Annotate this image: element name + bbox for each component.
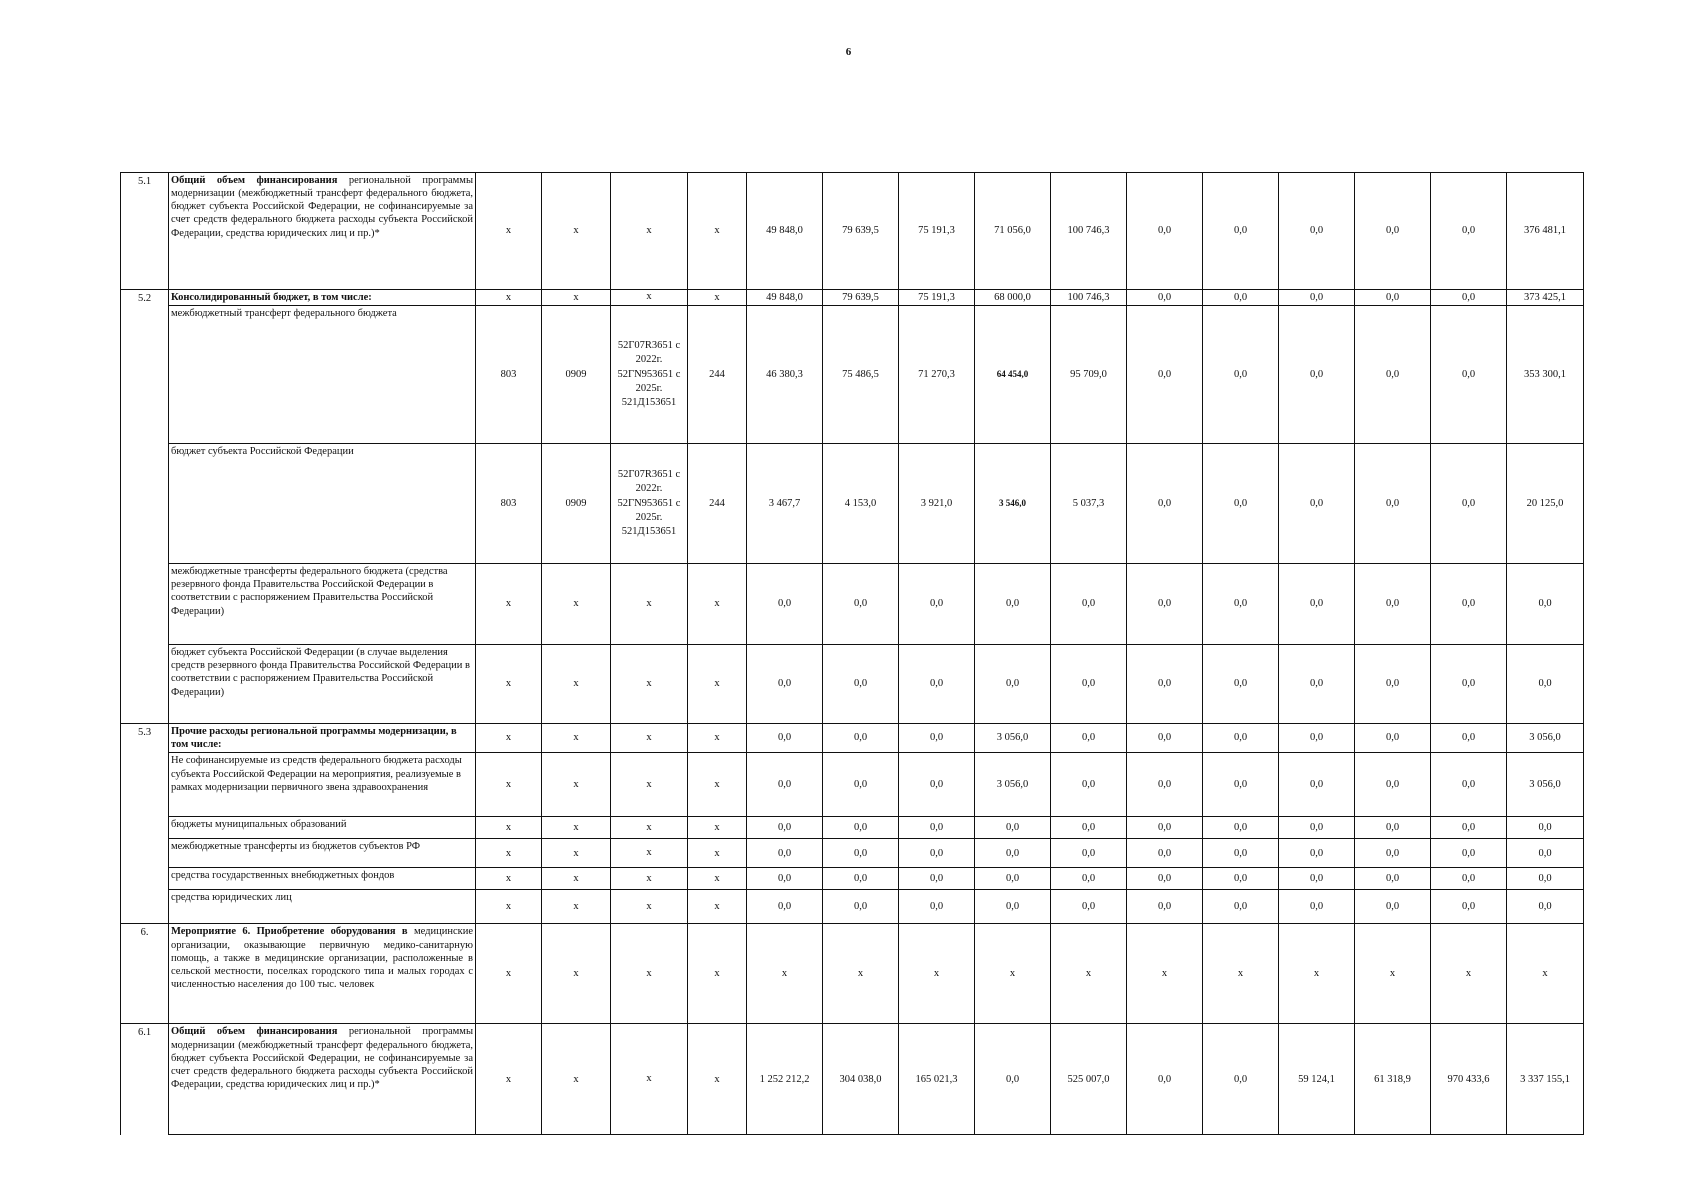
year-value-cell: 75 486,5 (823, 306, 899, 444)
total-cell: 353 300,1 (1507, 306, 1584, 444)
year-value-cell: 100 746,3 (1051, 173, 1127, 290)
row-number (121, 839, 169, 868)
total-cell: x (1507, 924, 1584, 1024)
year-value-cell: 0,0 (823, 890, 899, 924)
year-value-cell: 100 746,3 (1051, 290, 1127, 306)
total-cell: 0,0 (1507, 868, 1584, 890)
row-name (169, 817, 476, 839)
year-value-cell: 0,0 (1431, 290, 1507, 306)
year-value-cell: x (1279, 924, 1355, 1024)
year-value-cell: 0,0 (899, 564, 975, 645)
grbs-cell: x (476, 924, 542, 1024)
year-value-cell: 61 318,9 (1355, 1024, 1431, 1135)
rz-cell: x (542, 564, 611, 645)
year-value-cell: 5 037,3 (1051, 444, 1127, 564)
year-value-cell: 0,0 (975, 1024, 1051, 1135)
rz-cell: x (542, 645, 611, 724)
year-value-cell: 0,0 (1279, 173, 1355, 290)
year-value-cell: 0,0 (823, 868, 899, 890)
rz-cell: x (542, 839, 611, 868)
table-row (121, 306, 1584, 444)
csr-cell: 52Г07R3651 с 2022г. 52ГN953651 с 2025г. 521Д153651 (611, 306, 688, 444)
year-value-cell: 0,0 (823, 724, 899, 753)
year-value-cell: 0,0 (1355, 306, 1431, 444)
row-name-text: средства юридических лиц (171, 892, 292, 904)
year-value-cell: 0,0 (1203, 1024, 1279, 1135)
row-name-text: межбюджетные трансферты из бюджетов субъектов РФ (171, 841, 421, 853)
year-value-cell: 49 848,0 (747, 173, 823, 290)
year-value-cell: 0,0 (823, 564, 899, 645)
year-value-cell: 0,0 (1127, 290, 1203, 306)
year-value-cell: 0,0 (1051, 753, 1127, 817)
table-row (121, 173, 1584, 290)
vr-cell: x (688, 290, 747, 306)
year-value-cell: 0,0 (747, 839, 823, 868)
row-name-bold: Общий объем финансирования (171, 175, 338, 186)
csr-cell: x (611, 724, 688, 753)
year-value-cell: 0,0 (1355, 839, 1431, 868)
grbs-cell: x (476, 839, 542, 868)
row-name-text: региональной программы модернизации (межбюджетный трансферт федерального бюджета, бюджет субъекта Российской Федерации, не софинансируемые за счет средств федерального бюджета расходы субъекта Российской Федерации, средства юридических лиц и пр.)* (171, 175, 473, 239)
year-value-cell: 0,0 (1127, 839, 1203, 868)
year-value-cell: 525 007,0 (1051, 1024, 1127, 1135)
year-value-cell: 0,0 (1355, 290, 1431, 306)
grbs-cell: 803 (476, 306, 542, 444)
row-name-text: межбюджетный трансферт федерального бюджета (171, 308, 397, 320)
year-value-cell: 0,0 (1051, 645, 1127, 724)
rz-cell: 0909 (542, 444, 611, 564)
year-value-cell: 0,0 (1431, 817, 1507, 839)
year-value-cell: 0,0 (1279, 753, 1355, 817)
year-value-cell: 79 639,5 (823, 173, 899, 290)
row-number: 6.1 (121, 1024, 169, 1135)
year-value-cell: 0,0 (1127, 444, 1203, 564)
row-name (169, 724, 476, 753)
year-value-cell: 304 038,0 (823, 1024, 899, 1135)
year-value-cell: 0,0 (1355, 868, 1431, 890)
year-value-cell: 68 000,0 (975, 290, 1051, 306)
year-value-cell: 0,0 (1203, 817, 1279, 839)
year-value-cell: 0,0 (1203, 290, 1279, 306)
row-name (169, 924, 476, 1024)
year-value-cell: 0,0 (823, 645, 899, 724)
row-number (121, 817, 169, 839)
table-row (121, 817, 1584, 839)
year-value-cell: 71 056,0 (975, 173, 1051, 290)
row-number: 5.1 (121, 173, 169, 290)
row-name (169, 890, 476, 924)
csr-cell: x (611, 564, 688, 645)
year-value-cell: 0,0 (1127, 173, 1203, 290)
row-name (169, 290, 476, 306)
total-cell: 0,0 (1507, 839, 1584, 868)
table-row (121, 1024, 1584, 1135)
year-value-cell: 0,0 (1279, 564, 1355, 645)
row-number (121, 444, 169, 564)
year-value-cell: 0,0 (1127, 868, 1203, 890)
page-number: 6 (845, 46, 852, 58)
year-value-cell: 0,0 (1203, 753, 1279, 817)
table-row (121, 564, 1584, 645)
year-value-cell: 0,0 (747, 868, 823, 890)
grbs-cell: x (476, 753, 542, 817)
row-number (121, 564, 169, 645)
year-value-cell: 0,0 (975, 839, 1051, 868)
rz-cell: x (542, 290, 611, 306)
vr-cell: x (688, 1024, 747, 1135)
year-value-cell: 0,0 (747, 645, 823, 724)
year-value-cell: 75 191,3 (899, 173, 975, 290)
year-value-cell: 0,0 (899, 890, 975, 924)
row-name-bold: Прочие расходы региональной программы модернизации, в том числе: (171, 726, 457, 751)
vr-cell: x (688, 924, 747, 1024)
table-row (121, 839, 1584, 868)
year-value-cell: 0,0 (1431, 444, 1507, 564)
year-value-cell: 0,0 (747, 724, 823, 753)
grbs-cell: x (476, 645, 542, 724)
year-value-cell: 0,0 (899, 817, 975, 839)
row-name-text: бюджет субъекта Российской Федерации (171, 446, 354, 458)
row-name-text: бюджет субъекта Российской Федерации (в случае выделения средств резервного фонда Правительства Российской Федерации в соответствии с распоряжением Правительства Российской Федерации) (171, 647, 470, 698)
row-name (169, 444, 476, 564)
row-number (121, 753, 169, 817)
vr-cell: x (688, 868, 747, 890)
year-value-cell: 0,0 (1127, 564, 1203, 645)
year-value-cell: 0,0 (1355, 753, 1431, 817)
table-body (121, 173, 1584, 1135)
year-value-cell: 165 021,3 (899, 1024, 975, 1135)
year-value-cell: 0,0 (975, 890, 1051, 924)
table-row (121, 753, 1584, 817)
csr-cell: x (611, 1024, 688, 1135)
year-value-cell: 0,0 (747, 753, 823, 817)
year-value-cell: x (823, 924, 899, 1024)
total-cell: 0,0 (1507, 564, 1584, 645)
year-value-cell: 0,0 (1127, 1024, 1203, 1135)
year-value-cell: x (1203, 924, 1279, 1024)
year-value-cell: 71 270,3 (899, 306, 975, 444)
row-name (169, 839, 476, 868)
rz-cell: x (542, 817, 611, 839)
year-value-cell: 3 921,0 (899, 444, 975, 564)
year-value-cell: 0,0 (747, 817, 823, 839)
year-value-cell: 0,0 (899, 724, 975, 753)
table-row (121, 868, 1584, 890)
vr-cell: x (688, 724, 747, 753)
year-value-cell: 0,0 (1431, 753, 1507, 817)
row-name-text: межбюджетные трансферты федерального бюджета (средства резервного фонда Правительства Российской Федерации в соответствии с распоряжением Правительства Российской Федерации) (171, 566, 448, 617)
year-value-cell: x (1127, 924, 1203, 1024)
year-value-cell: 0,0 (899, 839, 975, 868)
total-cell: 3 337 155,1 (1507, 1024, 1584, 1135)
year-value-cell: 0,0 (1127, 817, 1203, 839)
year-value-cell: 95 709,0 (1051, 306, 1127, 444)
rz-cell: x (542, 890, 611, 924)
year-value-cell: 0,0 (1203, 724, 1279, 753)
row-name-bold: Мероприятие 6. Приобретение оборудования в (171, 926, 408, 938)
year-value-cell: x (1355, 924, 1431, 1024)
vr-cell: x (688, 817, 747, 839)
csr-cell: x (611, 924, 688, 1024)
year-value-cell: 0,0 (1127, 890, 1203, 924)
year-value-cell: 49 848,0 (747, 290, 823, 306)
year-value-cell: 0,0 (1431, 306, 1507, 444)
row-name-text: региональной программы модернизации (межбюджетный трансферт федерального бюджета, бюджет субъекта Российской Федерации, не софинансируемые за счет средств федерального бюджета расходы субъекта Российской Федерации, средства юридических лиц и пр.)* (171, 1026, 473, 1090)
year-value-cell: 3 056,0 (975, 724, 1051, 753)
row-number: 6. (121, 924, 169, 1024)
row-name-text: медицинские организации, оказывающие первичную медико-санитарную помощь, а также в медицинские организации, расположенные в сельской местности, поселках городского типа и малых городах с численностью населения до 100 тыс. человек (171, 926, 473, 990)
table-row (121, 645, 1584, 724)
rz-cell: x (542, 724, 611, 753)
year-value-cell: 0,0 (1051, 724, 1127, 753)
year-value-cell: 0,0 (1127, 753, 1203, 817)
vr-cell: 244 (688, 306, 747, 444)
year-value-cell: 0,0 (975, 817, 1051, 839)
table-row (121, 924, 1584, 1024)
year-value-cell: 0,0 (1279, 306, 1355, 444)
grbs-cell: x (476, 724, 542, 753)
row-number (121, 645, 169, 724)
year-value-cell: 0,0 (1355, 173, 1431, 290)
year-value-cell: 46 380,3 (747, 306, 823, 444)
row-name-bold: Общий объем финансирования (171, 1026, 338, 1038)
year-value-cell: 0,0 (1051, 817, 1127, 839)
grbs-cell: x (476, 868, 542, 890)
year-value-cell: 79 639,5 (823, 290, 899, 306)
year-value-cell: x (975, 924, 1051, 1024)
year-value-cell: 0,0 (975, 868, 1051, 890)
row-name (169, 645, 476, 724)
vr-cell: 244 (688, 444, 747, 564)
year-value-cell: 0,0 (1051, 868, 1127, 890)
csr-cell: x (611, 645, 688, 724)
row-name-text: Не софинансируемые из средств федерального бюджета расходы субъекта Российской Федерации на мероприятия, реализуемые в рамках модернизации первичного звена здравоохранения (171, 755, 462, 793)
year-value-cell: 0,0 (1279, 724, 1355, 753)
year-value-cell: 0,0 (1203, 839, 1279, 868)
year-value-cell: 0,0 (1355, 724, 1431, 753)
year-value-cell: 0,0 (1051, 839, 1127, 868)
table-row (121, 890, 1584, 924)
grbs-cell: 803 (476, 444, 542, 564)
year-value-cell: 0,0 (823, 817, 899, 839)
year-value-cell: 1 252 212,2 (747, 1024, 823, 1135)
row-name (169, 306, 476, 444)
year-value-cell: x (899, 924, 975, 1024)
year-value-cell: 0,0 (1355, 817, 1431, 839)
year-value-cell: 0,0 (1203, 868, 1279, 890)
csr-cell: x (611, 290, 688, 306)
year-value-cell: 0,0 (1355, 645, 1431, 724)
year-value-cell: 0,0 (1203, 890, 1279, 924)
csr-cell: x (611, 817, 688, 839)
year-value-cell: 0,0 (1279, 868, 1355, 890)
year-value-cell: x (1051, 924, 1127, 1024)
row-name-text: бюджеты муниципальных образований (171, 819, 347, 831)
year-value-cell: 0,0 (823, 753, 899, 817)
year-value-cell: 0,0 (1355, 564, 1431, 645)
grbs-cell: x (476, 1024, 542, 1135)
year-value-cell: 75 191,3 (899, 290, 975, 306)
rz-cell: x (542, 1024, 611, 1135)
year-value-cell: 0,0 (975, 564, 1051, 645)
row-name (169, 868, 476, 890)
year-value-cell: x (747, 924, 823, 1024)
year-value-cell: 0,0 (1431, 839, 1507, 868)
grbs-cell: x (476, 290, 542, 306)
year-value-cell: 0,0 (1431, 868, 1507, 890)
grbs-cell: x (476, 817, 542, 839)
financing-table (120, 172, 1584, 1135)
csr-cell: x (611, 753, 688, 817)
year-value-cell: 0,0 (1279, 645, 1355, 724)
grbs-cell: x (476, 173, 542, 290)
rz-cell: x (542, 868, 611, 890)
grbs-cell: x (476, 890, 542, 924)
year-value-cell: 64 454,0 (975, 306, 1051, 444)
year-value-cell: 0,0 (1203, 173, 1279, 290)
year-value-cell: 3 056,0 (975, 753, 1051, 817)
year-value-cell: 0,0 (1279, 890, 1355, 924)
year-value-cell: 0,0 (747, 564, 823, 645)
year-value-cell: x (1431, 924, 1507, 1024)
vr-cell: x (688, 645, 747, 724)
row-name-bold: Консолидированный бюджет, в том числе: (171, 292, 372, 303)
csr-cell: x (611, 839, 688, 868)
year-value-cell: 0,0 (1279, 290, 1355, 306)
year-value-cell: 0,0 (1355, 444, 1431, 564)
row-name (169, 564, 476, 645)
vr-cell: x (688, 839, 747, 868)
year-value-cell: 0,0 (1203, 306, 1279, 444)
year-value-cell: 4 153,0 (823, 444, 899, 564)
total-cell: 20 125,0 (1507, 444, 1584, 564)
table-row (121, 724, 1584, 753)
year-value-cell: 0,0 (899, 868, 975, 890)
year-value-cell: 0,0 (1431, 564, 1507, 645)
row-number: 5.3 (121, 724, 169, 753)
year-value-cell: 0,0 (1051, 890, 1127, 924)
total-cell: 0,0 (1507, 817, 1584, 839)
rz-cell: x (542, 753, 611, 817)
year-value-cell: 3 546,0 (975, 444, 1051, 564)
vr-cell: x (688, 564, 747, 645)
year-value-cell: 0,0 (1279, 444, 1355, 564)
year-value-cell: 0,0 (1203, 564, 1279, 645)
year-value-cell: 0,0 (1279, 839, 1355, 868)
year-value-cell: 0,0 (823, 839, 899, 868)
vr-cell: x (688, 890, 747, 924)
total-cell: 376 481,1 (1507, 173, 1584, 290)
grbs-cell: x (476, 564, 542, 645)
year-value-cell: 970 433,6 (1431, 1024, 1507, 1135)
year-value-cell: 0,0 (1355, 890, 1431, 924)
year-value-cell: 0,0 (1203, 444, 1279, 564)
row-name (169, 753, 476, 817)
total-cell: 373 425,1 (1507, 290, 1584, 306)
row-number (121, 868, 169, 890)
rz-cell: 0909 (542, 306, 611, 444)
year-value-cell: 0,0 (1203, 645, 1279, 724)
table-row (121, 444, 1584, 564)
csr-cell: x (611, 890, 688, 924)
row-name (169, 173, 476, 290)
total-cell: 0,0 (1507, 645, 1584, 724)
year-value-cell: 0,0 (1127, 306, 1203, 444)
row-number: 5.2 (121, 290, 169, 306)
year-value-cell: 0,0 (899, 645, 975, 724)
year-value-cell: 0,0 (975, 645, 1051, 724)
total-cell: 3 056,0 (1507, 753, 1584, 817)
csr-cell: x (611, 868, 688, 890)
year-value-cell: 0,0 (747, 890, 823, 924)
year-value-cell: 3 467,7 (747, 444, 823, 564)
year-value-cell: 59 124,1 (1279, 1024, 1355, 1135)
row-name (169, 1024, 476, 1135)
vr-cell: x (688, 173, 747, 290)
year-value-cell: 0,0 (1431, 173, 1507, 290)
year-value-cell: 0,0 (1431, 890, 1507, 924)
year-value-cell: 0,0 (1127, 645, 1203, 724)
rz-cell: x (542, 173, 611, 290)
year-value-cell: 0,0 (1431, 645, 1507, 724)
year-value-cell: 0,0 (1431, 724, 1507, 753)
csr-cell: x (611, 173, 688, 290)
year-value-cell: 0,0 (1051, 564, 1127, 645)
row-number (121, 306, 169, 444)
row-name-text: средства государственных внебюджетных фондов (171, 870, 395, 882)
year-value-cell: 0,0 (1279, 817, 1355, 839)
year-value-cell: 0,0 (899, 753, 975, 817)
table-row (121, 290, 1584, 306)
total-cell: 0,0 (1507, 890, 1584, 924)
year-value-cell: 0,0 (1127, 724, 1203, 753)
total-cell: 3 056,0 (1507, 724, 1584, 753)
csr-cell: 52Г07R3651 с 2022г. 52ГN953651 с 2025г. 521Д153651 (611, 444, 688, 564)
rz-cell: x (542, 924, 611, 1024)
row-number (121, 890, 169, 924)
vr-cell: x (688, 753, 747, 817)
